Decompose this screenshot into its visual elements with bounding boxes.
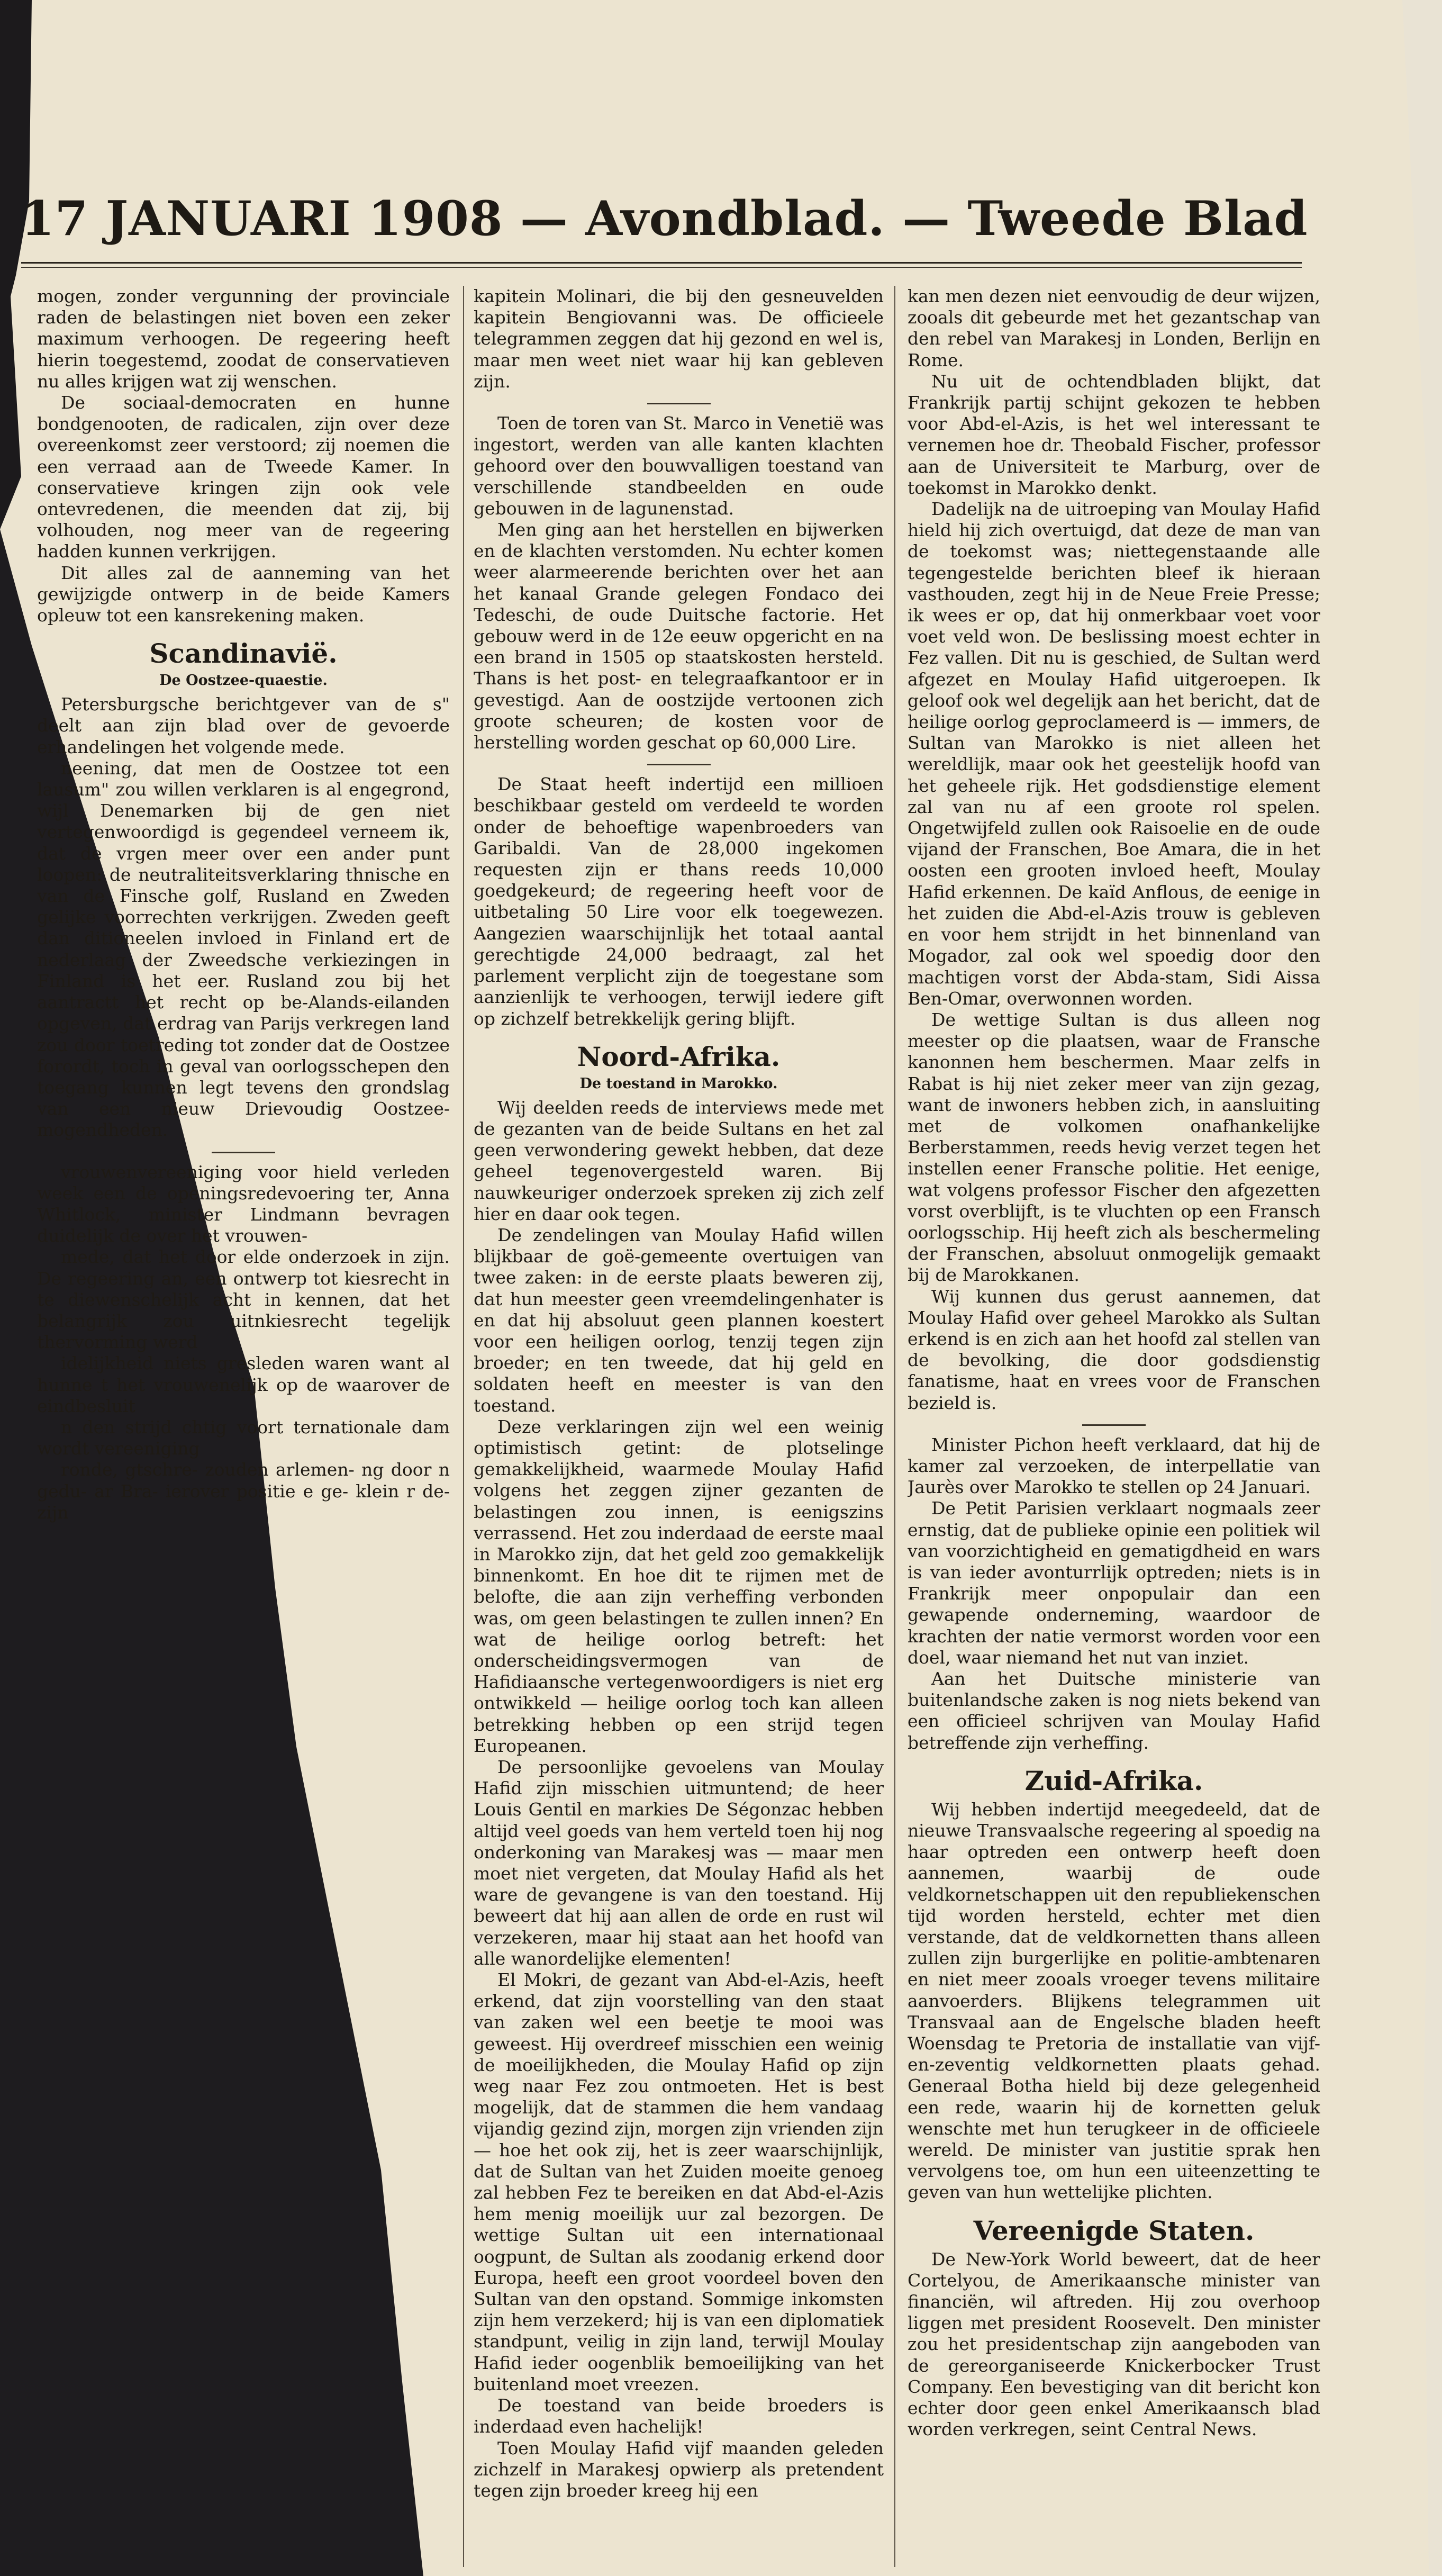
paragraph: Nu uit de ochtendbladen blijkt, dat Frankrijk partij schijnt gekozen te hebben voor Abd-el-Azis, is het wel interessant te vernemen hoe dr. Theobald Fischer, professor aan de Universiteit te Marburg, over de toekomst in Marokko denkt. [908,370,1320,498]
paragraph: Wij kunnen dus gerust aannemen, dat Moulay Hafid over geheel Marokko als Sultan erkend is en zich aan het hoofd zal stellen van de bevolking, die door godsdienstig fanatisme, haat en vrees voor de Franschen bezield is. [908,1286,1320,1413]
column-divider [463,286,464,2567]
paragraph: De New-York World beweert, dat de heer Cortelyou, de Amerikaansche minister van financiën, wil aftreden. Hij zou overhoop liggen met president Roosevelt. Den minister zou het presidentschap zijn aangeboden van de gereorganiseerde Knickerbocker Trust Company. Een bevestiging van dit bericht kon echter door geen enkel Amerikaansch blad worden verkregen, seint Central News. [908,2248,1320,2440]
paragraph: Petersburgsche berichtgever van de s" deelt aan zijn blad over de gevoerde erhandelingen het volgende mede. [37,694,450,757]
section-subtitle: De toestand in Marokko. [579,1075,778,1092]
paragraph: De Staat heeft indertijd een millioen beschikbaar gesteld om verdeeld te worden onder de behoeftige wapenbroeders van Garibaldi. Van de 28,000 ingekomen requesten zijn er thans reeds 10,000 goedgekeurd; de regeering heeft voor de uitbetaling 50 Lire voor elk toegewezen. Aangezien waarschijnlijk het totaal aantal gerechtigde 24,000 bedraagt, zal het parlement verplicht zijn de toegestane som aanzienlijk te verhoogen, terwijl iedere gift op zichzelf betrekkelijk gering blijft. [474,774,884,1029]
paragraph: Minister Pichon heeft verklaard, dat hij de kamer zal verzoeken, de interpellatie van Jaurès over Marokko te stellen op 24 Januari. [908,1434,1320,1498]
section-subtitle: De Oostzee-quaestie. [159,672,328,689]
paragraph: kan men dezen niet eenvoudig de deur wijzen, zooals dit gebeurde met het gezantschap van den rebel van Marakesj in Londen, Berlijn en Rome. [908,286,1320,370]
separator [647,764,711,765]
section-title-zuid-afrika: Zuid-Afrika. [1024,1765,1203,1796]
separator [647,403,711,404]
section-title-scandinavie: Scandinavië. [149,638,338,670]
paragraph: Dit alles zal de aanneming van het gewijzigde ontwerp in de beide Kamers opleuw tot een kansrekening maken. [37,562,450,626]
column-3 [908,286,1320,2567]
paragraph: idelijkheid niets gresleden waren want al hunne t het vrouwenelijk op de waarover de eindbesluit [37,1353,450,1416]
column-2 [474,286,884,2567]
paragraph: n den strijd chtig voort ternationale dam wordt vereeniging [37,1416,450,1459]
header-rule [21,262,1302,264]
masthead-date: 17 JANUARI 1908 — Avondblad. — Tweede Blad [21,191,1308,247]
paragraph: mogen, zonder vergunning der provinciale raden de belastingen niet boven een zeker maximum verhoogen. De regeering heeft hierin toegestemd, zoodat de conservatieven nu alles krijgen wat zij wenschen. [37,286,450,392]
section-title-vereenigde-staten: Vereenigde Staten. [973,2215,1255,2246]
column-1 [37,286,450,2562]
paragraph: De zendelingen van Moulay Hafid willen blijkbaar de goë-gemeente overtuigen van twee zaken: in de eerste plaats beweren zij, dat hun meester geen vreemdelingenhater is en dat hij absoluut geen plannen koestert voor een heiligen oorlog, tenzij tegen zijn broeder; en ten tweede, dat hij geld en soldaten heeft en meester is van den toestand. [474,1224,884,1416]
paragraph: Men ging aan het herstellen en bijwerken en de klachten verstomden. Nu echter komen weer alarmeerende berichten over het aan het kanaal Grande gelegen Fondaco dei Tedeschi, de oude Duitsche factorie. Het gebouw werd in de 12e eeuw opgericht en na een brand in 1505 op staatskosten hersteld. Thans is het post- en telegraafkantoor er in gevestigd. Aan de oostzijde vertoonen zich groote scheuren; de kosten voor de herstelling worden geschat op 60,000 Lire. [474,519,884,753]
section-title-noord-afrika: Noord-Afrika. [577,1041,781,1072]
paragraph: Dadelijk na de uitroeping van Moulay Hafid hield hij zich overtuigd, dat deze de man van de toekomst was; niettegenstaande alle tegengestelde berichten bleef ik hieraan vasthouden, zegt hij in de Neue Freie Presse; ik wees er op, dat hij onmerkbaar voet voor voet veld won. De beslissing moest echter in Fez vallen. Dit nu is geschied, de Sultan werd afgezet en Moulay Hafid uitgeroepen. Ik geloof ook wel degelijk aan het bericht, dat de heilige oorlog geproclameerd is — immers, de Sultan van Marokko is niet alleen het wereldlijk, maar ook het geestelijk hoofd van het geheele rijk. Het godsdienstige element zal van nu af een groote rol spelen. Ongetwijfeld zullen ook Raisoelie en de oude vijand der Franschen, Boe Amara, die in het oosten een grooten invloed heeft, Moulay Hafid erkennen. De kaïd Anflous, de eenige in het zuiden die Abd-el-Azis trouw is gebleven en voor hem strijdt in het binnenland van Mogador, zal ook wel spoedig door den machtigen vorst der Abda-stam, Sidi Aissa Ben-Omar, overwonnen worden. [908,499,1320,1009]
paragraph: Wij hebben indertijd meegedeeld, dat de nieuwe Transvaalsche regeering al spoedig na haar optreden een ontwerp heeft doen aannemen, waarbij de oude veldkornetschappen uit den republiekenschen tijd worden hersteld, echter met dien verstande, dat de veldkornetten thans alleen zullen zijn burgerlijke en politie-ambtenaren en niet meer zooals vroeger tevens militaire aanvoerders. Blijkens telegrammen uit Transvaal aan de Engelsche bladen heeft Woensdag te Pretoria de installatie van vijf-en-zeventig veldkornetten plaats gehad. Generaal Botha hield bij deze gelegenheid een rede, waarin hij de kornetten geluk wenschte met hun terugkeer in de officieele wereld. De minister van justitie sprak hen vervolgens toe, om hun een uiteenzetting te geven van hun wettelijke plichten. [908,1798,1320,2203]
paragraph: mede, dat het door elde onderzoek in zijn. De regeering an, een ontwerp tot kiesrecht in te diewenschelijk acht in kennen, dat het belangrijk zou uitnkiesrecht tegelijk thervorming werd [37,1246,450,1353]
paragraph: Toen de toren van St. Marco in Venetië was ingestort, werden van alle kanten klachten gehoord over den bouwvalligen toestand van verschillende standbeelden en oude gebouwen in de lagunenstad. [474,413,884,519]
paragraph: Wij deelden reeds de interviews mede met de gezanten van de beide Sultans en het zal geen verwondering gewekt hebben, dat deze geheel tegenovergesteld waren. Bij nauwkeuriger onderzoek spreken zij zich zelf hier en daar ook tegen. [474,1097,884,1224]
paragraph: Toen Moulay Hafid vijf maanden geleden zichzelf in Marakesj opwierp als pretendent tegen zijn broeder kreeg hij een [474,2437,884,2501]
header-rule-thin [21,267,1302,268]
separator [1082,1424,1146,1426]
paragraph: De sociaal-democraten en hunne bondgenooten, de radicalen, zijn over deze overeenkomst zeer verstoord; zij noemen die een verraad aan de Tweede Kamer. In conservatieve kringen zijn ook vele ontevredenen, die meenden dat zij, bij volhouden, nog meer van de regeering hadden kunnen verkrijgen. [37,392,450,562]
separator [212,1152,275,1153]
paragraph: Aan het Duitsche ministerie van buitenlandsche zaken is nog niets bekend van een officieel schrijven van Moulay Hafid betreffende zijn verheffing. [908,1668,1320,1753]
paragraph: De toestand van beide broeders is inderdaad even hachelijk! [474,2395,884,2437]
paragraph: El Mokri, de gezant van Abd-el-Azis, heeft erkend, dat zijn voorstelling van den staat van zaken wel een beetje te mooi was geweest. Hij overdreef misschien een weinig de moeilijkheden, die Moulay Hafid op zijn weg naar Fez zou ontmoeten. Het is best mogelijk, dat de stammen die hem vandaag vijandig gezind zijn, morgen zijn vrienden zijn — hoe het ook zij, het is zeer waarschijnlijk, dat de Sultan van het Zuiden moeite genoeg zal hebben Fez te bereiken en dat Abd-el-Azis hem menig moeilijk uur zal bezorgen. De wettige Sultan uit een internationaal oogpunt, de Sultan als zoodanig erkend door Europa, heeft een groot voordeel boven den Sultan van den opstand. Sommige inkomsten zijn hem verzekerd; hij is van een diplomatiek standpunt, veilig in zijn land, terwijl Moulay Hafid ieder oogenblik bemoeilijking van het buitenland moet vreezen. [474,1969,884,2394]
column-divider [894,286,895,2567]
paragraph: De wettige Sultan is dus alleen nog meester op die plaatsen, waar de Fransche kanonnen hem beschermen. Maar zelfs in Rabat is hij niet zeker meer van zijn gezag, want de inwoners hebben zich, in aansluiting met de volkomen onafhankelijke Berberstammen, reeds hevig verzet tegen het instellen eener Fransche politie. Het eenige, wat volgens professor Fischer den afgezetten vorst overblijft, is te vluchten op een Fransch oorlogsschip. Hij heeft zich als beschermeling der Franschen, absoluut onmogelijk gemaakt bij de Marokkanen. [908,1009,1320,1286]
paragraph: De persoonlijke gevoelens van Moulay Hafid zijn misschien uitmuntend; de heer Louis Gentil en markies De Ségonzac hebben altijd veel goeds van hem verteld toen hij nog onderkoning van Marakesj was — maar men moet niet vergeten, dat Moulay Hafid als het ware de gevangene is van den toestand. Hij beweert dat hij aan allen de orde en rust wil verzekeren, maar hij staat aan het hoofd van alle wanordelijke elementen! [474,1757,884,1969]
paragraph: kapitein Molinari, die bij den gesneuvelden kapitein Bengiovanni was. De officieele telegrammen zeggen dat hij gezond en wel is, maar men weet niet waar hij kan gebleven zijn. [474,286,884,392]
paragraph: vrouwenvereeniging voor hield verleden week een de openingsredevoering ter, Anna Whitlock, minister Lindmann bevragen duidelijk de over het vrouwen- [37,1161,450,1246]
paragraph: Deze verklaringen zijn wel een weinig optimistisch getint: de plotselinge gemakkelijkheid, waarmede Moulay Hafid volgens het zeggen zijner gezanten de belastingen zou innen, is eenigszins verrassend. Het zou inderdaad de eerste maal in Marokko zijn, dat het geld zoo gemakkelijk binnenkomt. En hoe dit te rijmen met de belofte, die aan zijn verheffing verbonden was, om geen belastingen te zullen innen? En wat de heilige oorlog betreft: het onderscheidingsvermogen van de Hafidiaansche vertegenwoordigers is niet erg ontwikkeld — heilige oorlog toch kan alleen betrekking hebben op een strijd tegen Europeanen. [474,1416,884,1756]
paragraph: De Petit Parisien verklaart nogmaals zeer ernstig, dat de publieke opinie een politiek wil van voorzichtigheid en gematigdheid en wars is van ieder avonturrlijk optreden; niets is in Frankrijk meer onpopulair dan een gewapende onderneming, waardoor de krachten der natie vermorst worden voor een doel, waar niemand het nut van inziet. [908,1498,1320,1668]
masthead [21,191,1308,254]
paragraph: neening, dat men de Oostzee tot een lausum" zou willen verklaren is al engegrond, wijl Denemarken bij de gen niet vertegenwoordigd is gegendeel verneem ik, dat de vrgen meer over een ander punt loopen: de neutraliteitsverklaring thnische en van de Finsche golf, Rusland en Zweden gelijke voorrechten verkrijgen. Zweden geeft dan ditioneelen invloed in Finland ert de nederlaag der Zweedsche verkiezingen in Finland is het eer. Rusland zou bij het aantractt het recht op be-Alands-eilanden opgeven, dat erdrag van Parijs verkregen land zou door toetreding tot zonder dat de Oostzee forordt, toch in geval van oorlogsschepen den toegang kunnen legt tevens den grondslag van een nieuw Drievoudig Oostzee-mogendheden. [37,757,450,1141]
paragraph: ronde, gtschre- zouden arlemen- ng door n gedu- ar Bra- ierover positie e ge- klein r de- zijn [37,1459,450,1523]
